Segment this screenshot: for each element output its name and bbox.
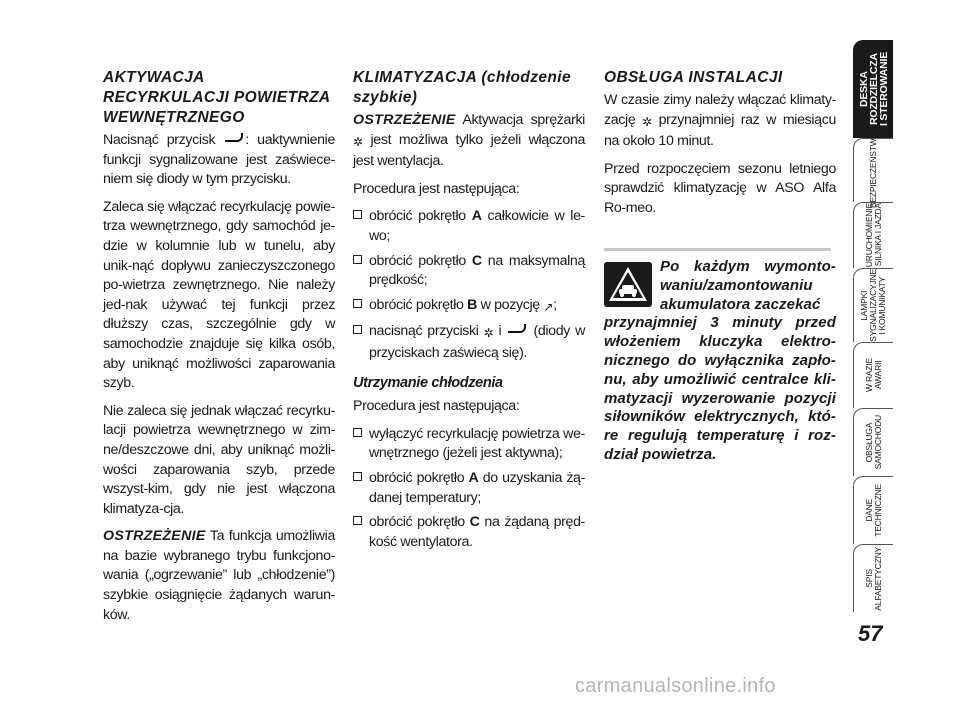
column-air-conditioning — [353, 68, 585, 558]
section-divider — [604, 248, 831, 251]
snowflake-icon: ✲ — [483, 326, 494, 341]
recirculation-p1: Nacisnąć przycisk : uaktywnienie funkcji sygnalizowane jest zaświece-niem się diody w tym przycisku. — [103, 132, 335, 188]
snowflake-icon: ✲ — [353, 134, 363, 149]
maintenance-heading: OBSŁUGA INSTALACJI — [604, 69, 783, 86]
checkbox-bullet-icon — [353, 428, 362, 437]
tab-warning-lights[interactable]: LAMPKI SYGNALIZACYJNE I KOMUNIKATY — [853, 268, 893, 342]
chapter-tabs — [853, 40, 893, 612]
recirculation-icon — [225, 133, 243, 142]
tab-safety[interactable]: BEZPIECZEŃSTWO — [853, 138, 893, 202]
column-recirculation — [103, 68, 335, 633]
checkbox-bullet-icon — [353, 472, 362, 481]
battery-warning: Po każdym wymonto-waniu/zamontowaniu akumulatora zaczekać przynajmniej 3 minuty przed włożeniem kluczyka elektro-nicznego do wyłącznika zapło-nu, aby umożliwić centralce kli-matyzacji wyzerowanie pozycji siłowników elektrycznych, któ-re regulują temperaturę i roz-dział powietrza. — [604, 258, 836, 463]
list-item: obrócić pokrętło B w pozycję ↗; — [353, 296, 585, 318]
checkbox-bullet-icon — [353, 210, 362, 219]
list-item: obrócić pokrętło C na maksymalną prędkość; — [353, 252, 585, 291]
recirculation-p3: Nie zaleca się jednak włączać recyrku-lacji powietrza wewnętrznego w zim-ne/deszczowe dni, aby uniknąć możli-wości zaparowania szyb, przede wszyst-kim, gdy nie jest włączona klimatyza-cja. — [103, 402, 335, 517]
tab-emergency[interactable]: W RAZIE AWARII — [853, 342, 893, 408]
page-number: 57 — [858, 621, 883, 646]
list-item: obrócić pokrętło A do uzyskania żą-danej temperatury; — [353, 469, 585, 508]
watermark: carmanualsonline.info — [575, 675, 776, 697]
maintain-cooling-heading: Utrzymanie chłodzenia — [353, 374, 503, 391]
tab-technical-data[interactable]: DANE TECHNICZNE — [853, 476, 893, 544]
list-item: obrócić pokrętło C na żądaną pręd-kość wentylatora. — [353, 513, 585, 552]
car-warning-icon — [604, 262, 652, 307]
procedure-steps — [353, 207, 585, 363]
snowflake-icon: ✲ — [642, 114, 652, 129]
checkbox-bullet-icon — [353, 255, 362, 264]
list-item: wyłączyć recyrkulację powietrza we-wnętrznego (jeżeli jest aktywna); — [353, 425, 585, 464]
recirculation-icon — [508, 324, 526, 333]
recirculation-heading: AKTYWACJA RECYRKULACJI POWIETRZA WEWNĘTRZNEGO — [103, 69, 330, 126]
list-item: nacisnąć przyciski ✲ i (diody w przyciskach zaświecą się). — [353, 322, 585, 363]
warning-keyword: OSTRZEŻENIE — [353, 112, 456, 128]
maintenance-p1: W czasie zimy należy włączać klimaty-zację ✲ przynajmniej raz w miesiącu na około 10 minut. — [604, 92, 836, 150]
list-item: obrócić pokrętło A całkowicie w le-wo; — [353, 207, 585, 246]
tab-index[interactable]: SPIS ALFABETYCZNY — [853, 544, 893, 612]
warning-keyword: OSTRZEŻENIE — [103, 528, 206, 545]
procedure-intro: Procedura jest następująca: — [353, 180, 520, 197]
tab-starting-driving[interactable]: URUCHOMIENIE SILNIKA I JAZDA — [853, 202, 893, 268]
recirculation-note: OSTRZEŻENIE Ta funkcja umożliwia na bazie wybranego trybu funkcjono-wania („ogrzewanie” lub „chłodzenie”) szybkie osiągnięcie żądanych warun-ków. — [103, 528, 335, 623]
recirculation-p2: Zaleca się włączać recyrkulację powie-trza wewnętrznego, gdy samochód je-dzie w kolumnie lub w tunelu, aby unik-nąć dopływu zanieczyszczonego po-wietrza zewnętrznego. Nie należy jed-nak używać tej funkcji przez dłuższy czas, szczególnie gdy w samochodzie znajduje się kilka osób, aby uniknąć możliwości zaparowania szyb. — [103, 198, 335, 392]
airflow-face-icon: ↗ — [543, 299, 554, 314]
tab-dashboard-controls[interactable]: DESKA ROZDZIELCZA I STEROWANIE — [853, 40, 893, 138]
checkbox-bullet-icon — [353, 516, 362, 525]
column-system-maintenance — [604, 68, 836, 227]
procedure-intro-2: Procedura jest następująca: — [353, 398, 520, 415]
tab-maintenance[interactable]: OBSŁUGA SAMOCHODU — [853, 408, 893, 476]
maintenance-p2: Przed rozpoczęciem sezonu letniego sprawdzić klimatyzację w ASO Alfa Ro-meo. — [604, 160, 836, 216]
ac-warning: OSTRZEŻENIE Aktywacja sprężarki ✲ jest możliwa tylko jeżeli włączona jest wentylacja. — [353, 112, 585, 170]
checkbox-bullet-icon — [353, 299, 362, 308]
procedure-steps-2 — [353, 425, 585, 553]
ac-heading: KLIMATYZACJA (chłodzenie szybkie) — [353, 69, 571, 106]
checkbox-bullet-icon — [353, 325, 362, 334]
